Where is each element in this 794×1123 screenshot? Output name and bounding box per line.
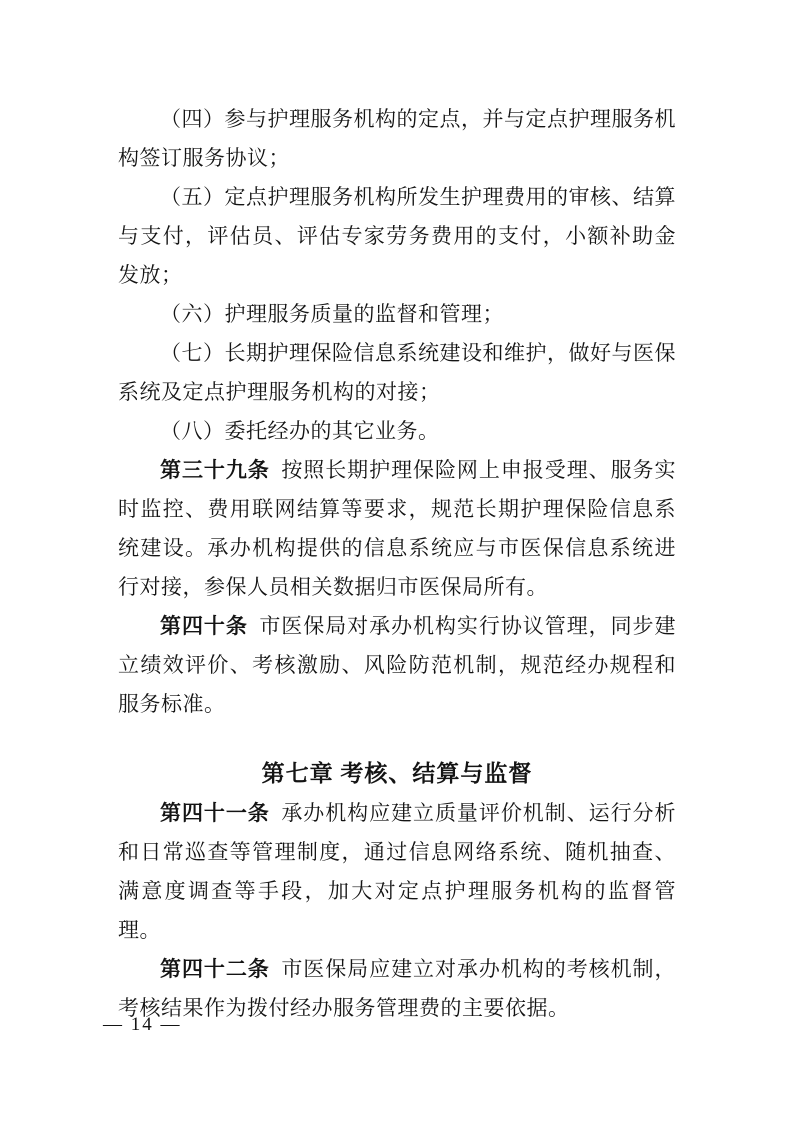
article-number: 第四十条 xyxy=(160,614,248,638)
article-number: 第四十一条 xyxy=(160,801,270,825)
paragraph xyxy=(118,412,676,451)
article-number: 第四十二条 xyxy=(160,957,270,981)
paragraph xyxy=(118,295,676,334)
paragraph-text: （七）长期护理保险信息系统建设和维护，做好与医保系统及定点护理服务机构的对接； xyxy=(118,341,676,404)
page-number: — 14 — xyxy=(103,1014,182,1035)
paragraph-text: 承办机构应建立质量评价机制、运行分析和日常巡查等管理制度，通过信息网络系统、随机抽查、满意度调查等手段，加大对定点护理服务机构的监督管理。 xyxy=(118,801,677,942)
paragraph-text: （六）护理服务质量的监督和管理； xyxy=(160,302,504,326)
paragraph xyxy=(118,607,676,724)
paragraph-text: 市医保局对承办机构实行协议管理，同步建立绩效评价、考核激励、风险防范机制，规范经办规程和服务标准。 xyxy=(118,614,677,716)
paragraph xyxy=(118,794,676,950)
paragraph-text: 按照长期护理保险网上申报受理、服务实时监控、费用联网结算等要求，规范长期护理保险信息系统建设。承办机构提供的信息系统应与市医保信息系统进行对接，参保人员相关数据归市医保局所有。 xyxy=(118,458,677,599)
article-number: 第三十九条 xyxy=(160,458,270,482)
paragraph xyxy=(118,178,676,295)
paragraph-text: （八）委托经办的其它业务。 xyxy=(160,419,440,443)
paragraph xyxy=(118,950,676,1028)
paragraph xyxy=(118,334,676,412)
paragraph xyxy=(118,451,676,607)
paragraph-text: （四）参与护理服务机构的定点，并与定点护理服务机构签订服务协议； xyxy=(118,107,676,170)
chapter-heading: 第七章 考核、结算与监督 xyxy=(261,761,533,786)
document-body xyxy=(118,100,676,1028)
paragraph xyxy=(118,100,676,178)
paragraph-text: 市医保局应建立对承办机构的考核机制，考核结果作为拨付经办服务管理费的主要依据。 xyxy=(118,957,677,1020)
paragraph-text: （五）定点护理服务机构所发生护理费用的审核、结算与支付，评估员、评估专家劳务费用的支付，小额补助金发放； xyxy=(118,185,676,287)
